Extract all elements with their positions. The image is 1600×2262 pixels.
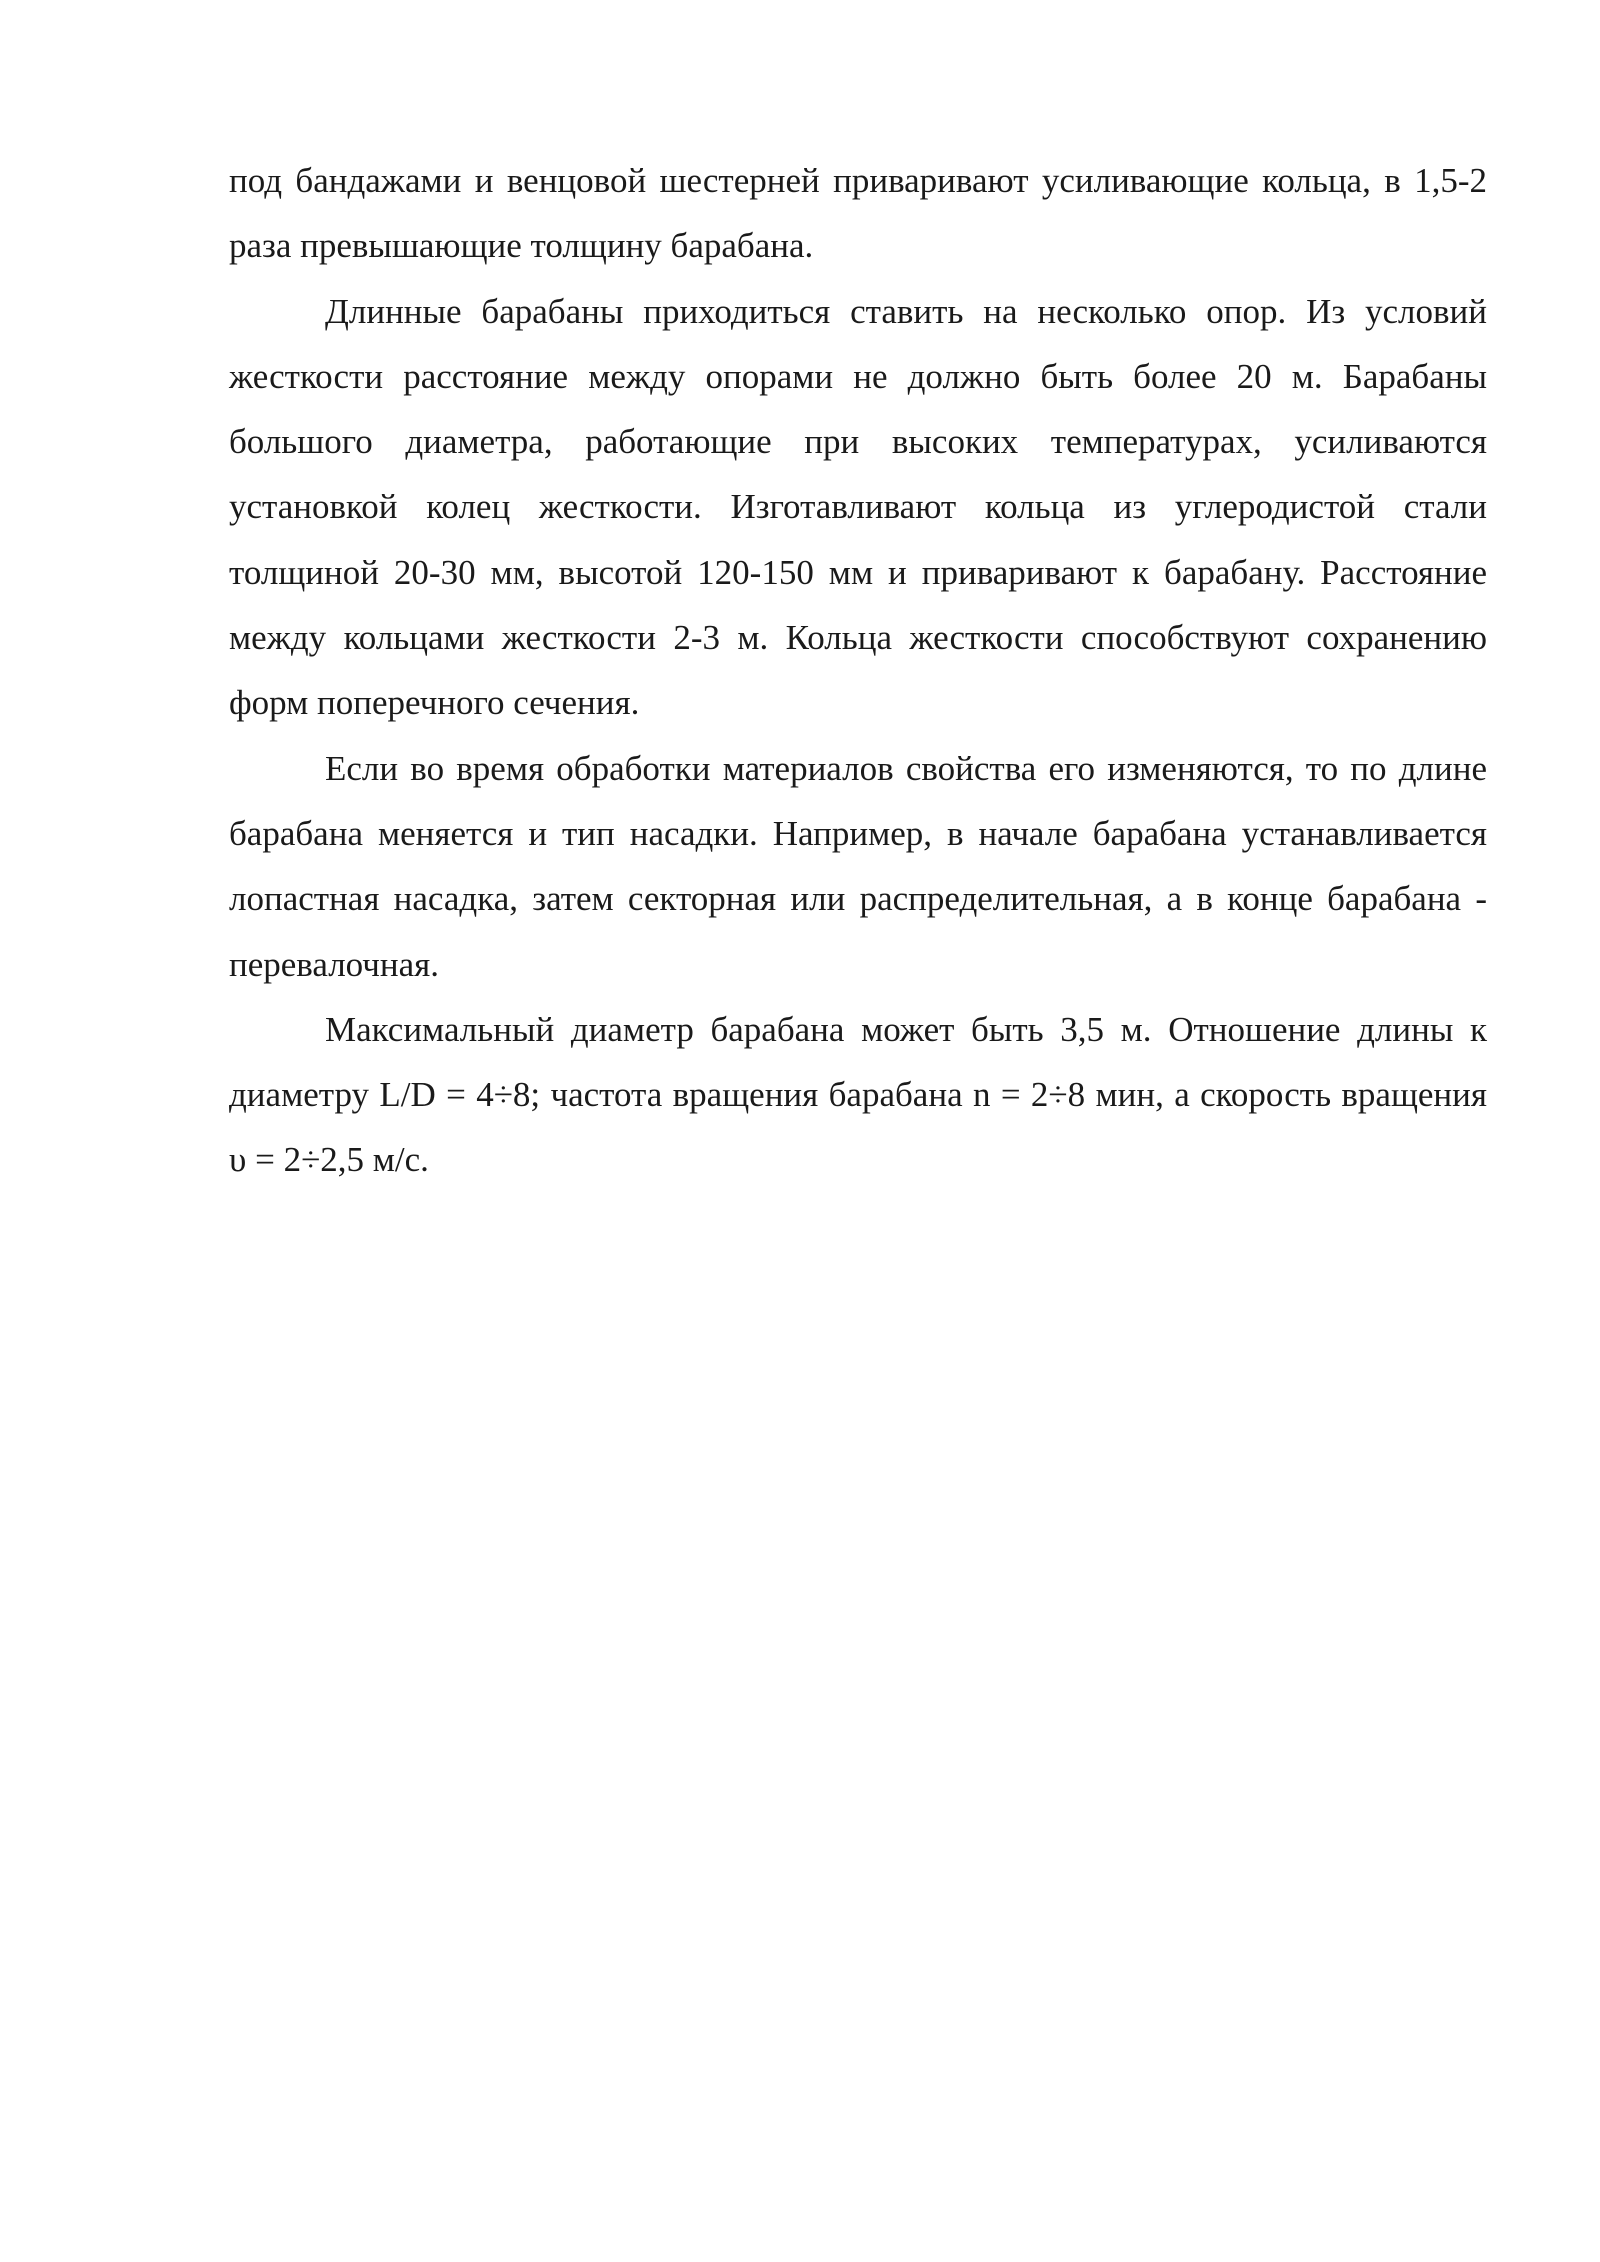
paragraph-packing-types: Если во время обработки материалов свойства его изменяются, то по длине барабана меняется и тип насадки. Например, в начале барабана устанавливается лопастная насадка, затем секторная или распределительная, а в конце барабана - перевалочная. (229, 748, 1487, 984)
document-body (229, 148, 1487, 1193)
paragraph-continuation: под бандажами и венцовой шестерней приваривают усиливающие кольца, в 1,5-2 раза превышающие толщину барабана. (229, 161, 1487, 266)
paragraph-drum-supports: Длинные барабаны приходиться ставить на несколько опор. Из условий жесткости расстояние между опорами не должно быть более 20 м. Барабаны большого диаметра, работающие при высоких температурах, усиливаются установкой колец жесткости. Изготавливают кольца из углеродистой стали толщиной 20-30 мм, высотой 120-150 мм и приваривают к барабану. Расстояние между кольцами жесткости 2-3 м. Кольца жесткости способствуют сохранению форм поперечного сечения. (229, 291, 1487, 723)
paragraph-drum-parameters: Максимальный диаметр барабана может быть 3,5 м. Отношение длины к диаметру L/D = 4÷8; частота вращения барабана n = 2÷8 мин, а скорость вращения υ = 2÷2,5 м/с. (229, 1009, 1487, 1180)
